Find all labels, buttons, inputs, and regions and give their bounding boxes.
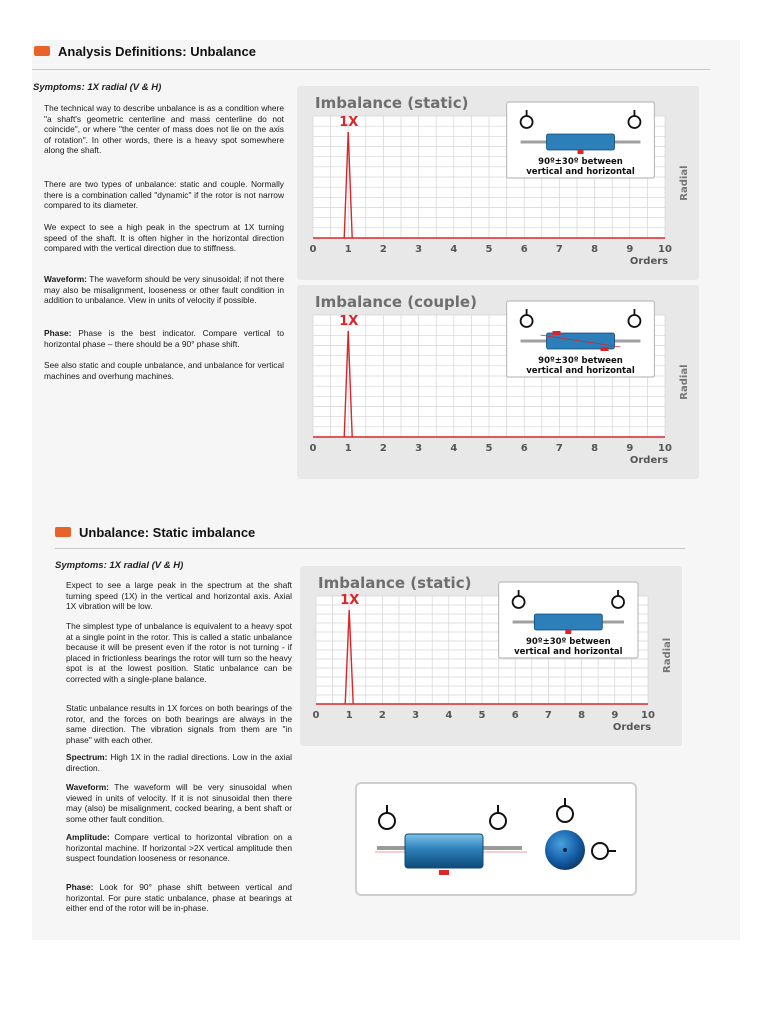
vertical-sensor-end — [557, 798, 573, 822]
x-tick-label: 8 — [578, 710, 586, 721]
x-tick-label: 7 — [555, 443, 563, 454]
x-tick-label: 7 — [555, 244, 563, 255]
x-axis-label: Orders — [629, 256, 669, 267]
vertical-sensor-left — [379, 805, 395, 829]
x-tick-label: 9 — [626, 443, 634, 454]
x-tick-label: 0 — [312, 710, 320, 721]
phase-note-line2: vertical and horizontal — [514, 647, 623, 657]
section2-title: Unbalance: Static imbalance — [79, 525, 256, 540]
chart-couple — [297, 285, 699, 479]
amplitude-label: Amplitude: — [66, 832, 110, 842]
x-axis-label: Orders — [612, 722, 652, 733]
inset-rotor — [534, 614, 602, 630]
section2-paragraph-amplitude — [66, 832, 292, 864]
phase-note-line2: vertical and horizontal — [526, 366, 635, 376]
x-tick-label: 3 — [412, 710, 420, 721]
x-tick-label: 1 — [345, 710, 353, 721]
section2-divider — [55, 548, 685, 549]
x-tick-label: 6 — [511, 710, 519, 721]
x-tick-label: 0 — [309, 244, 317, 255]
amplitude-text: Compare vertical to horizontal vibration on a horizontal machine. If horizontal >2X vertical amplitude then suspect foundation looseness or resonance. — [66, 832, 292, 864]
chart-static-2 — [300, 566, 682, 746]
x-tick-label: 9 — [626, 244, 634, 255]
x-tick-label: 2 — [378, 710, 386, 721]
section1-paragraph-2: There are two types of unbalance: static and couple. Normally there is a combination called "dynamic" if the rotor is not narrow compared to its diameter. — [44, 179, 284, 211]
chart-title: Imbalance (static) — [318, 574, 472, 592]
x-tick-label: 5 — [485, 244, 493, 255]
heavy-spot — [565, 630, 571, 634]
rotor-illustration — [357, 784, 635, 894]
x-tick-label: 3 — [415, 244, 423, 255]
x-axis-label: Orders — [629, 455, 669, 466]
x-tick-label: 8 — [591, 443, 599, 454]
section2-paragraph-1: Expect to see a large peak in the spectrum at the shaft turning speed (1X) in the vertical and horizontal axis. Axial 1X vibration will be low. — [66, 580, 292, 612]
horizontal-sensor-end — [592, 843, 616, 859]
section2-paragraph-phase — [66, 882, 292, 914]
peak-label-1x: 1X — [339, 114, 359, 130]
inset-rotor — [547, 134, 615, 150]
section2-symptoms: Symptoms: 1X radial (V & H) — [55, 560, 184, 571]
rotor-body — [405, 834, 483, 868]
x-tick-label: 2 — [379, 443, 387, 454]
section1-paragraph-phase — [44, 328, 284, 349]
heavy-spot-top — [553, 331, 561, 335]
x-tick-label: 8 — [591, 244, 599, 255]
spectrum-label: Spectrum: — [66, 752, 108, 762]
section1-symptoms: Symptoms: 1X radial (V & H) — [33, 82, 162, 93]
x-tick-label: 6 — [520, 443, 528, 454]
phase-note-line2: vertical and horizontal — [526, 167, 635, 177]
x-tick-label: 4 — [445, 710, 453, 721]
chart-title: Imbalance (couple) — [315, 293, 477, 311]
waveform-text: The waveform will be very sinusoidal when viewed in units of velocity. If it is not sinusoidal then there may (also) be misalignment, cocked bearing, a bent shaft or some other fault condition. — [66, 782, 292, 824]
waveform-label: Waveform: — [66, 782, 109, 792]
y-axis-label: Radial — [662, 637, 673, 674]
section1-divider — [32, 69, 710, 70]
peak-label-1x: 1X — [340, 593, 360, 609]
phase-note-line1: 90º±30º between — [538, 157, 623, 167]
section1-paragraph-1: The technical way to describe unbalance is as a condition where "a shaft's geometric centerline and mass centerline do not coincide", or where "the center of mass does not lie on the axis of rotation". In other words, there is a heavy spot somewhere along the shaft. — [44, 103, 284, 156]
section2-paragraph-waveform — [66, 782, 292, 824]
phase-label: Phase: — [66, 882, 94, 892]
section2-paragraph-spectrum — [66, 752, 292, 773]
section1-title: Analysis Definitions: Unbalance — [58, 44, 256, 59]
section-marker — [34, 46, 50, 56]
phase-text: Look for 90° phase shift between vertical and horizontal. For pure static unbalance, phase at bearings at either end of the rotor will be in-phase. — [66, 882, 292, 914]
x-tick-label: 2 — [379, 244, 387, 255]
phase-text: Phase is the best indicator. Compare vertical to horizontal phase – there should be a 90° phase shift. — [44, 328, 284, 349]
waveform-text: The waveform should be very sinusoidal; if not there may also be misalignment, looseness or other fault condition in addition to unbalance. View in units of velocity if possible. — [44, 274, 284, 306]
rotor-center — [563, 848, 567, 852]
x-tick-label: 1 — [344, 443, 352, 454]
x-tick-label: 7 — [544, 710, 552, 721]
chart-title: Imbalance (static) — [315, 94, 469, 112]
section-marker — [55, 527, 71, 537]
x-tick-label: 9 — [611, 710, 619, 721]
chart-svg — [297, 86, 699, 280]
chart-static-1 — [297, 86, 699, 280]
x-tick-label: 1 — [344, 244, 352, 255]
peak-label-1x: 1X — [339, 313, 359, 329]
x-tick-label: 3 — [415, 443, 423, 454]
y-axis-label: Radial — [679, 165, 690, 201]
x-tick-label: 6 — [520, 244, 528, 255]
y-axis-label: Radial — [679, 364, 690, 400]
vertical-sensor-right — [490, 805, 506, 829]
rotor-illustration-panel — [355, 782, 637, 896]
section1-paragraph-waveform — [44, 274, 284, 306]
x-tick-label: 4 — [450, 443, 458, 454]
section2-paragraph-3: Static unbalance results in 1X forces on both bearings of the rotor, and the forces on both bearings are always in the same direction. The vibration signals from them are "in phase" with each other. — [66, 703, 292, 745]
spectrum-text: High 1X in the radial directions. Low in the axial direction. — [66, 752, 292, 773]
heavy-spot-bottom — [601, 347, 609, 351]
phase-note-line1: 90º±30º between — [538, 356, 623, 366]
x-tick-label: 10 — [658, 244, 672, 255]
heavy-spot — [439, 870, 449, 875]
x-tick-label: 0 — [309, 443, 317, 454]
x-tick-label: 10 — [641, 710, 655, 721]
phase-label: Phase: — [44, 328, 72, 338]
x-tick-label: 5 — [485, 443, 493, 454]
heavy-spot — [578, 150, 584, 154]
x-tick-label: 5 — [478, 710, 486, 721]
x-tick-label: 4 — [450, 244, 458, 255]
section1-paragraph-3: We expect to see a high peak in the spectrum at 1X turning speed of the shaft. It is often higher in the horizontal direction compared with the vertical direction due to stiffness. — [44, 222, 284, 254]
x-tick-label: 10 — [658, 443, 672, 454]
waveform-label: Waveform: — [44, 274, 87, 284]
chart-svg — [300, 566, 682, 746]
phase-note-line1: 90º±30º between — [525, 637, 611, 647]
section1-paragraph-6: See also static and couple unbalance, and unbalance for vertical machines and overhung machines. — [44, 360, 284, 381]
chart-svg — [297, 285, 699, 479]
section2-paragraph-2: The simplest type of unbalance is equivalent to a heavy spot at a single point in the rotor. This is called a static unbalance because it will be present even if the rotor is not turning - if placed in frictionless bearings the rotor will turn so the heavy spot is at the lowest position. Static unbalance can be corrected with a single-plane balance. — [66, 621, 292, 684]
